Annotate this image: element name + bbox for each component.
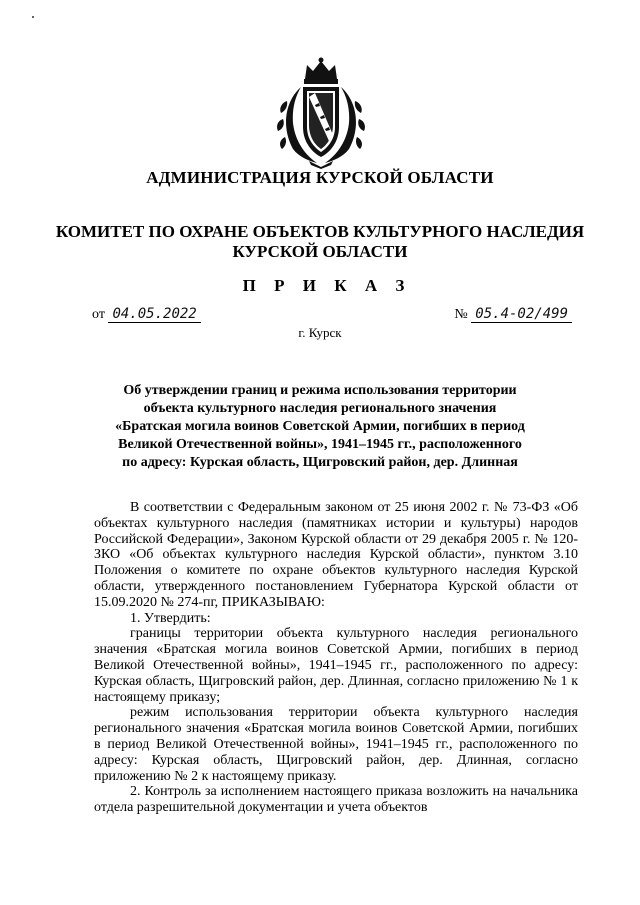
body-paragraph-item-1: 1. Утвердить: [130,610,211,626]
date-value: 04.05.2022 [108,306,200,323]
order-title-line-3: «Братская могила воинов Советской Армии, погибших в период [115,419,525,434]
order-title-line-1: Об утверждении границ и режима использования территории [123,383,517,398]
body-paragraph-item-2: 2. Контроль за исполнением настоящего приказа возложить на начальника отдела разрешительной документации и учета объектов [94,784,578,816]
scan-speck [32,16,34,18]
coat-of-arms-icon [275,57,367,169]
document-type-heading: П Р И К А З [242,276,412,295]
body-paragraph-regime: режим использования территории объекта культурного наследия регионального значения «Братская могила воинов Советской Армии, погибших в период Великой Отечественной войны», 1941–1945 гг., расположенного по адресу: Курская область, Щигровский район, дер. Длинная, согласно приложению № 2 к настоящему приказу. [94,705,578,784]
committee-heading-line-1: КОМИТЕТ ПО ОХРАНЕ ОБЪЕКТОВ КУЛЬТУРНОГО НАСЛЕДИЯ [55,222,585,241]
number-field [454,306,572,323]
order-title-line-5: по адресу: Курская область, Щигровский район, дер. Длинная [122,455,518,470]
number-value: 05.4-02/499 [471,306,572,323]
committee-heading-line-2: КУРСКОЙ ОБЛАСТИ [232,242,408,261]
body-paragraph-preamble: В соответствии с Федеральным законом от 25 июня 2002 г. № 73-ФЗ «Об объектах культурного наследия (памятниках истории и культуры) народов Российской Федерации», Законом Курской области от 29 декабря 2005 г. № 120-ЗКО «Об объектах культурного наследия Курской области», пунктом 3.10 Положения о комитете по охране объектов культурного наследия Курской области, утвержденного постановлением Губернатора Курской области от 15.09.2020 № 274-пг, ПРИКАЗЫВАЮ: [94,500,578,610]
committee-heading [0,222,640,262]
city-label: г. Курск [298,325,342,340]
number-label: № [454,307,468,322]
order-title-line-4: Великой Отечественной войны», 1941–1945 гг., расположенного [118,437,522,452]
date-field [92,306,201,323]
date-label: от [92,307,105,322]
order-title-line-2: объекта культурного наследия регионального значения [143,401,497,416]
order-title [90,382,550,472]
order-body [94,500,578,816]
body-paragraph-boundaries: границы территории объекта культурного наследия регионального значения «Братская могила воинов Советской Армии, погибших в период Великой Отечественной войны», 1941–1945 гг., расположенного по адресу: Курская область, Щигровский район, дер. Длинная, согласно приложению № 1 к настоящему приказу; [94,626,578,705]
administration-heading: АДМИНИСТРАЦИЯ КУРСКОЙ ОБЛАСТИ [146,168,494,187]
